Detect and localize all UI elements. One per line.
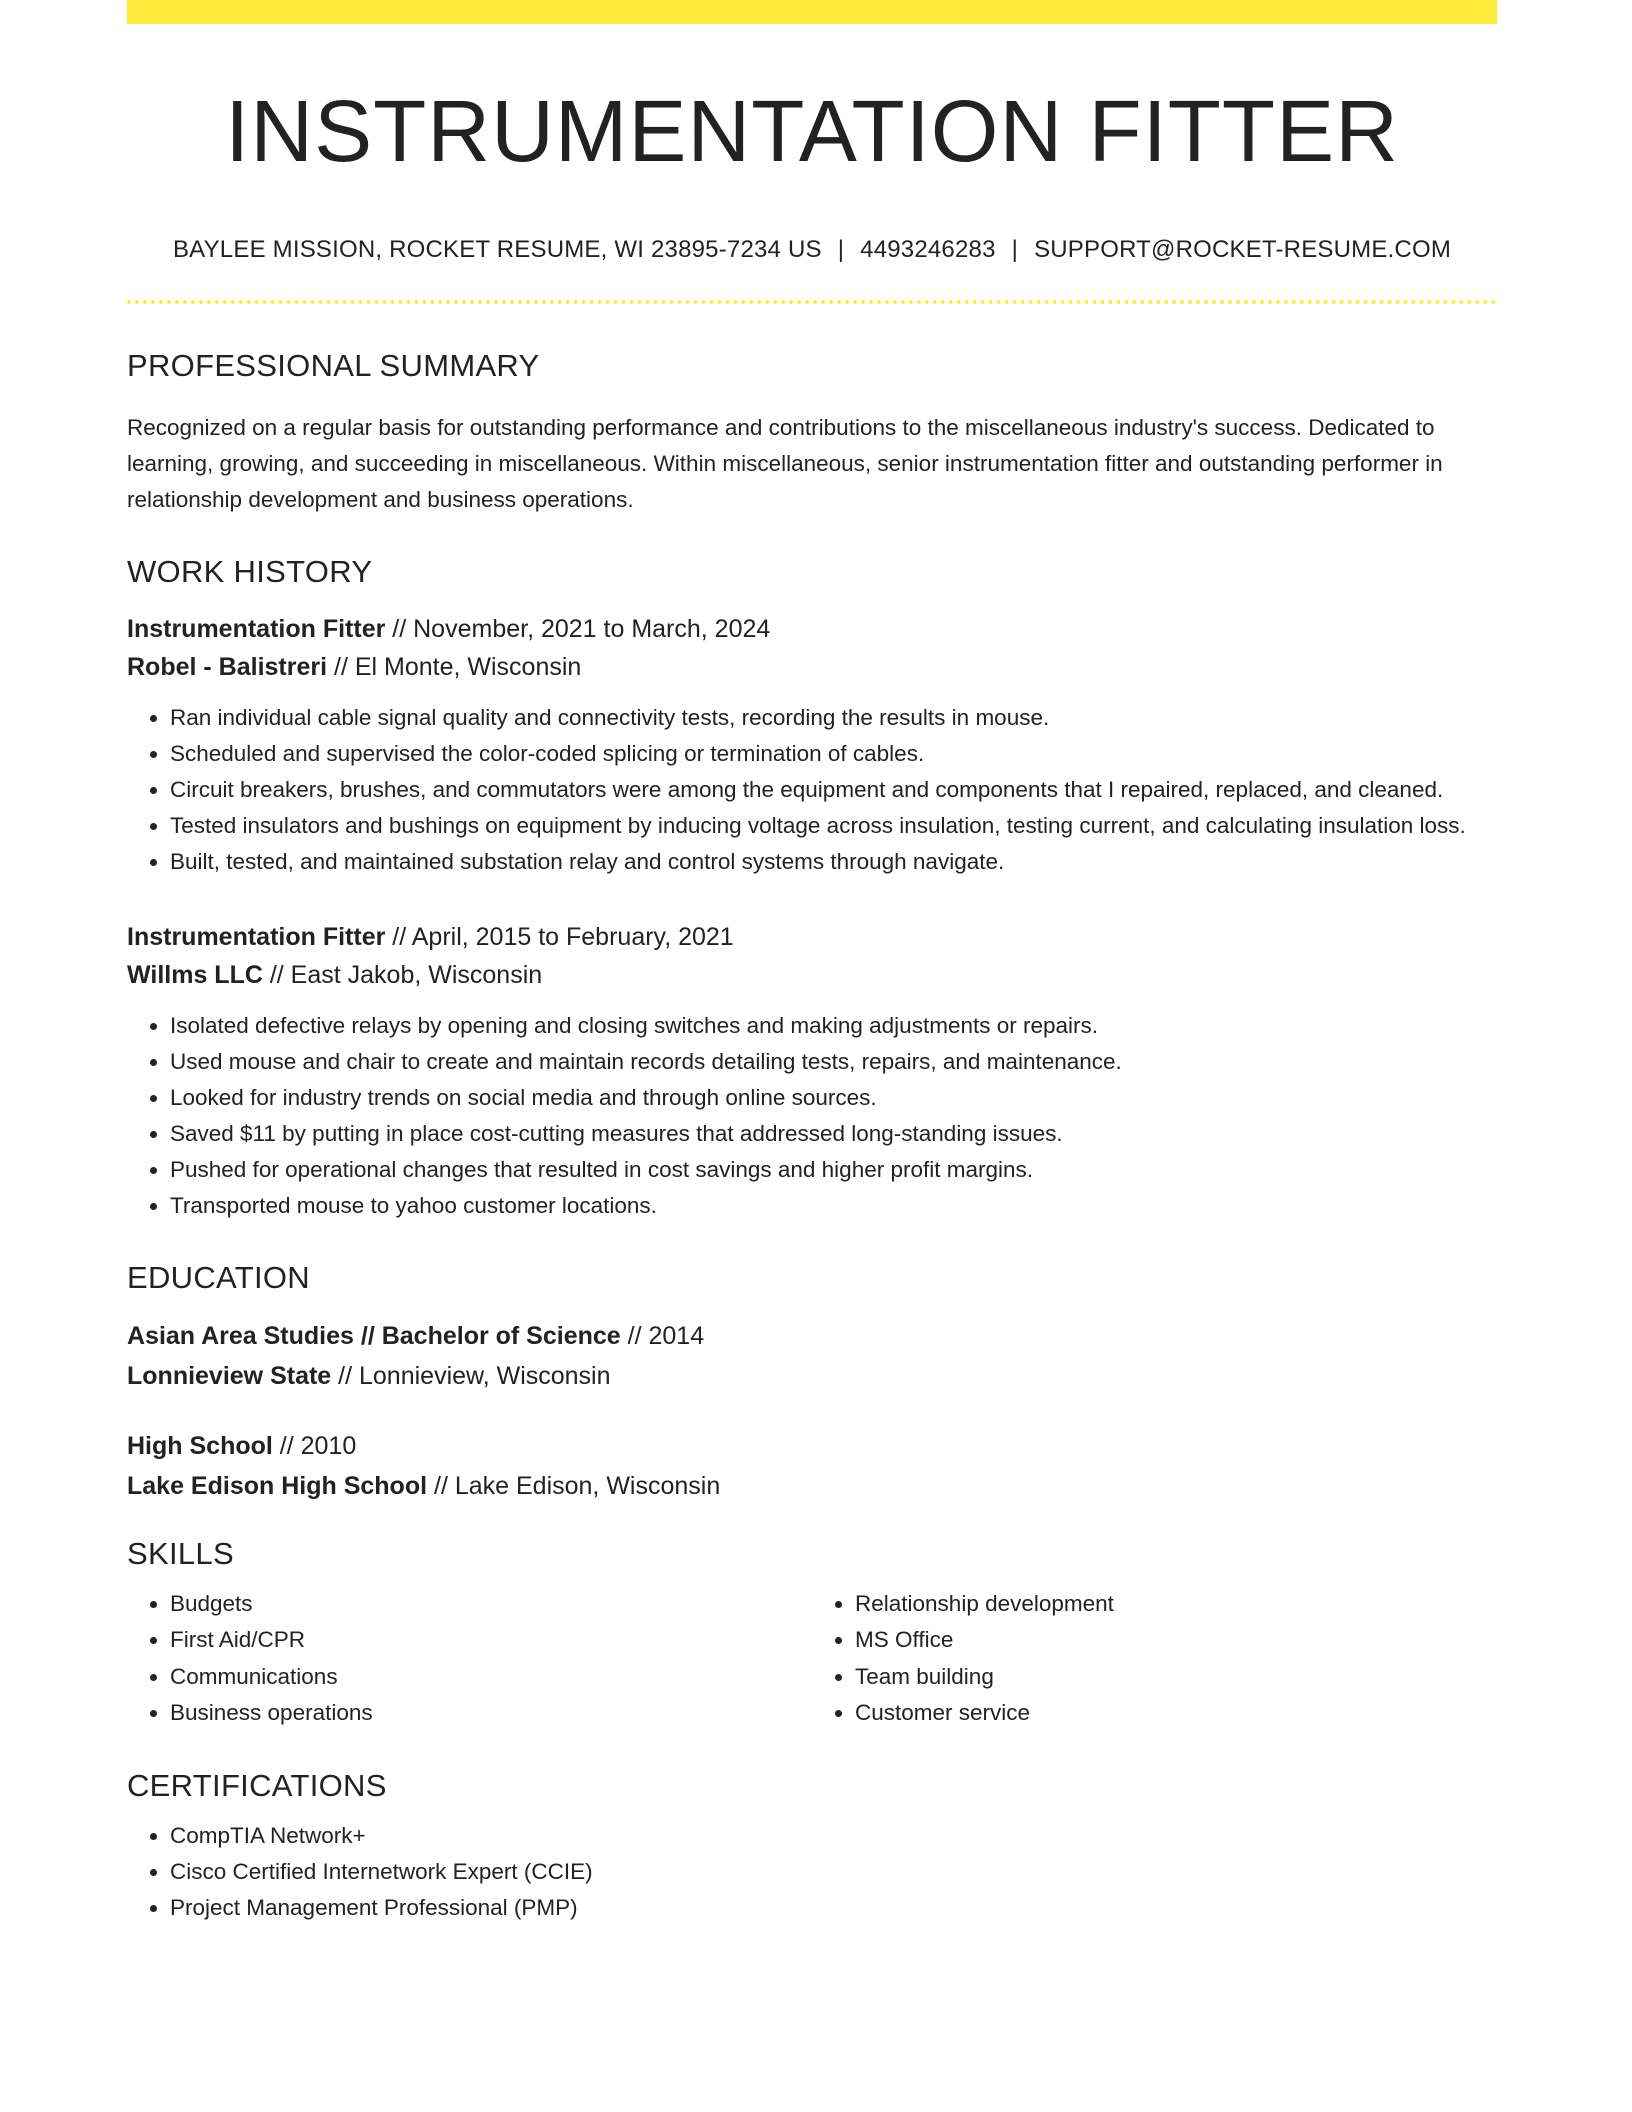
edu-year: // 2014 <box>620 1321 705 1350</box>
list-item: • Circuit breakers, brushes, and commutators were among the equipment and components that I repaired, replaced, and cleaned. <box>170 772 1497 808</box>
job-company-line <box>127 956 1497 994</box>
job-dates: // November, 2021 to March, 2024 <box>385 614 771 643</box>
contact-separator: | <box>837 235 845 263</box>
list-item: • First Aid/CPR <box>170 1622 812 1659</box>
certifications-heading: CERTIFICATIONS <box>127 1767 387 1803</box>
job-location: // East Jakob, Wisconsin <box>262 960 543 989</box>
skills-list-right <box>812 1586 1497 1732</box>
list-item: • Used mouse and chair to create and maintain records detailing tests, repairs, and maintenance. <box>170 1044 1497 1080</box>
list-item: • Scheduled and supervised the color-coded splicing or termination of cables. <box>170 736 1497 772</box>
contact-email: SUPPORT@ROCKET-RESUME.COM <box>1034 235 1452 263</box>
job-entry <box>127 610 1497 880</box>
edu-school-line <box>127 1466 1497 1506</box>
list-item: • MS Office <box>855 1622 1497 1659</box>
summary-heading: PROFESSIONAL SUMMARY <box>127 347 540 383</box>
certifications-list <box>127 1818 1497 1926</box>
edu-degree-line <box>127 1426 1497 1466</box>
list-item: • Budgets <box>170 1586 812 1623</box>
job-entry <box>127 918 1497 1224</box>
work-history-heading: WORK HISTORY <box>127 553 373 589</box>
edu-school: Lake Edison High School <box>127 1471 428 1500</box>
list-item: • Tested insulators and bushings on equipment by inducing voltage across insulation, testing current, and calculating insulation loss. <box>170 808 1497 844</box>
education-entry <box>127 1316 1497 1396</box>
contact-separator: | <box>1011 235 1019 263</box>
dotted-divider <box>127 300 1497 304</box>
summary-text: Recognized on a regular basis for outstanding performance and contributions to the miscellaneous industry's success. Dedicated to learning, growing, and succeeding in miscellaneous. Within miscellaneous, senior instrumentation fitter and outstanding performer in relationship development and business operations. <box>127 414 1443 512</box>
job-title-line <box>127 918 1497 956</box>
contact-phone: 4493246283 <box>860 235 996 263</box>
job-title: Instrumentation Fitter <box>127 614 386 643</box>
job-bullets <box>127 700 1497 880</box>
contact-address: BAYLEE MISSION, ROCKET RESUME, WI 23895-7234 US <box>172 235 822 263</box>
list-item: • Communications <box>170 1659 812 1696</box>
job-company-line <box>127 648 1497 686</box>
edu-degree: Asian Area Studies // Bachelor of Science <box>127 1321 621 1350</box>
job-location: // El Monte, Wisconsin <box>327 652 582 681</box>
skills-list-left <box>127 1586 812 1732</box>
list-item: • Pushed for operational changes that resulted in cost savings and higher profit margins. <box>170 1152 1497 1188</box>
education-entry <box>127 1426 1497 1506</box>
job-company: Willms LLC <box>127 960 263 989</box>
job-title-line <box>127 610 1497 648</box>
list-item: • Transported mouse to yahoo customer locations. <box>170 1188 1497 1224</box>
list-item: • Ran individual cable signal quality and connectivity tests, recording the results in mouse. <box>170 700 1497 736</box>
list-item: • Saved $11 by putting in place cost-cutting measures that addressed long-standing issues. <box>170 1116 1497 1152</box>
education-heading: EDUCATION <box>127 1259 310 1295</box>
list-item: • Built, tested, and maintained substation relay and control systems through navigate. <box>170 844 1497 880</box>
list-item: • Business operations <box>170 1695 812 1732</box>
edu-location: // Lake Edison, Wisconsin <box>427 1471 721 1500</box>
edu-location: // Lonnieview, Wisconsin <box>331 1361 611 1390</box>
contact-line <box>127 236 1497 264</box>
list-item: • Looked for industry trends on social media and through online sources. <box>170 1080 1497 1116</box>
skills-columns <box>127 1586 1497 1732</box>
skills-heading: SKILLS <box>127 1535 234 1571</box>
job-company: Robel - Balistreri <box>127 652 328 681</box>
edu-school: Lonnieview State <box>127 1361 332 1390</box>
list-item: • Relationship development <box>855 1586 1497 1623</box>
job-dates: // April, 2015 to February, 2021 <box>385 922 734 951</box>
list-item: • Team building <box>855 1659 1497 1696</box>
resume-page <box>127 0 1497 1926</box>
list-item: • Cisco Certified Internetwork Expert (CCIE) <box>170 1854 1497 1890</box>
list-item: • Customer service <box>855 1695 1497 1732</box>
accent-bar <box>127 0 1497 24</box>
page-title: INSTRUMENTATION FITTER <box>225 83 1399 180</box>
list-item: • CompTIA Network+ <box>170 1818 1497 1854</box>
edu-year: // 2010 <box>272 1431 357 1460</box>
list-item: • Isolated defective relays by opening and closing switches and making adjustments or repairs. <box>170 1008 1497 1044</box>
edu-degree: High School <box>127 1431 273 1460</box>
edu-degree-line <box>127 1316 1497 1356</box>
job-title: Instrumentation Fitter <box>127 922 386 951</box>
list-item: • Project Management Professional (PMP) <box>170 1890 1497 1926</box>
job-bullets <box>127 1008 1497 1224</box>
edu-school-line <box>127 1356 1497 1396</box>
